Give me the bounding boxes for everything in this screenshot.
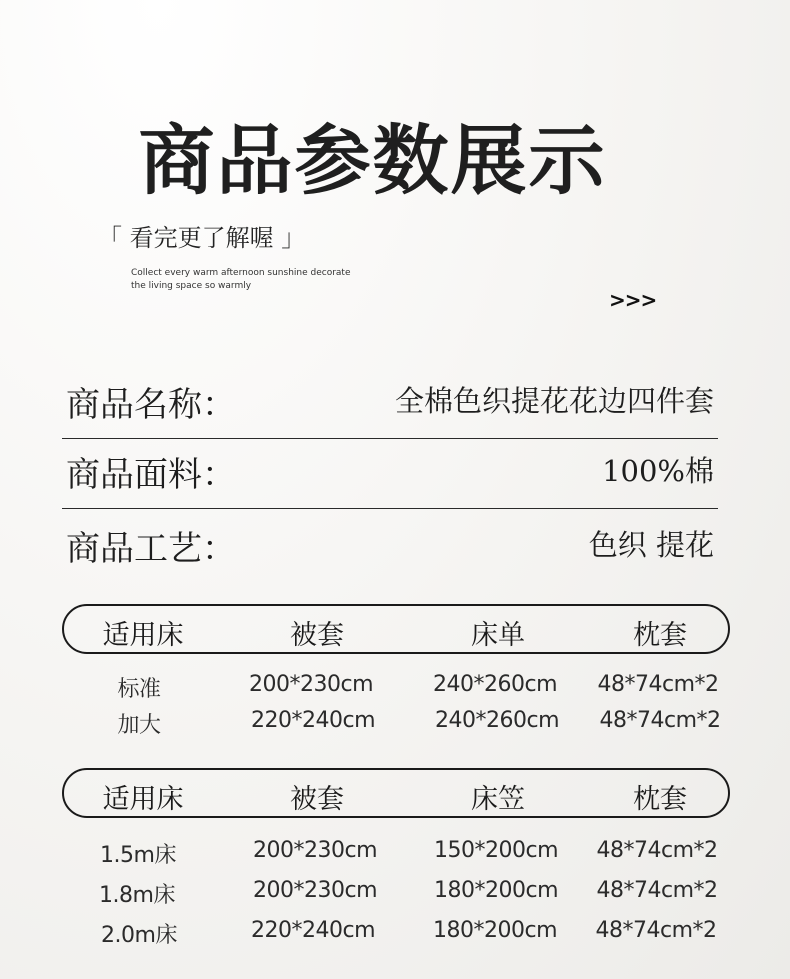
table-header-cell: 床笠	[471, 784, 525, 815]
table-cell: 240*260cm	[432, 672, 558, 697]
param-value: 色织 提花	[588, 528, 714, 562]
table-cell: 1.5m床	[100, 843, 176, 868]
param-row-name	[62, 369, 718, 439]
param-value: 100%棉	[602, 454, 714, 488]
table-row	[0, 672, 790, 708]
page-title: 商品参数展示	[138, 116, 607, 205]
table-cell: 200*230cm	[252, 838, 378, 863]
table-header-cell: 被套	[290, 784, 344, 815]
param-row-craft	[62, 513, 718, 583]
param-row-fabric	[62, 439, 718, 509]
table-cell: 2.0m床	[101, 923, 177, 948]
table-cell: 48*74cm*2	[599, 708, 721, 733]
table-row	[0, 878, 790, 914]
table2-header	[62, 768, 730, 818]
param-label: 商品工艺：	[66, 529, 236, 569]
table-cell: 150*200cm	[433, 838, 559, 863]
table-cell: 48*74cm*2	[596, 838, 718, 863]
table-cell: 180*200cm	[432, 918, 558, 943]
table-header-cell: 枕套	[633, 784, 687, 815]
subtitle: 「 看完更了解喔 」	[98, 224, 306, 252]
english-tagline-line2: the living space so warmly	[131, 281, 252, 291]
table-header-cell: 床单	[471, 620, 525, 651]
table-cell: 1.8m床	[99, 883, 175, 908]
table-cell: 220*240cm	[250, 708, 376, 733]
table-cell: 48*74cm*2	[596, 878, 718, 903]
param-value: 全棉色织提花花边四件套	[394, 384, 714, 418]
table-header-cell: 适用床	[102, 784, 184, 815]
table-header-cell: 被套	[290, 620, 344, 651]
table-row	[0, 708, 790, 744]
table-cell: 180*200cm	[433, 878, 559, 903]
table-header-cell: 适用床	[102, 620, 184, 651]
english-tagline	[131, 267, 391, 293]
table1-header	[62, 604, 730, 654]
table-cell: 标准	[117, 677, 161, 702]
table-cell: 200*230cm	[248, 672, 374, 697]
param-label: 商品面料：	[66, 455, 236, 495]
table-cell: 200*230cm	[252, 878, 378, 903]
table-cell: 240*260cm	[434, 708, 560, 733]
table-cell: 48*74cm*2	[595, 918, 717, 943]
table-row	[0, 838, 790, 874]
arrows-icon: >>>	[609, 288, 657, 312]
table-header-cell: 枕套	[633, 620, 687, 651]
english-tagline-line1: Collect every warm afternoon sunshine decorate	[131, 268, 351, 278]
table-cell: 加大	[117, 713, 161, 738]
table-cell: 48*74cm*2	[597, 672, 719, 697]
table-cell: 220*240cm	[250, 918, 376, 943]
table-row	[0, 918, 790, 954]
param-label: 商品名称：	[66, 385, 236, 425]
